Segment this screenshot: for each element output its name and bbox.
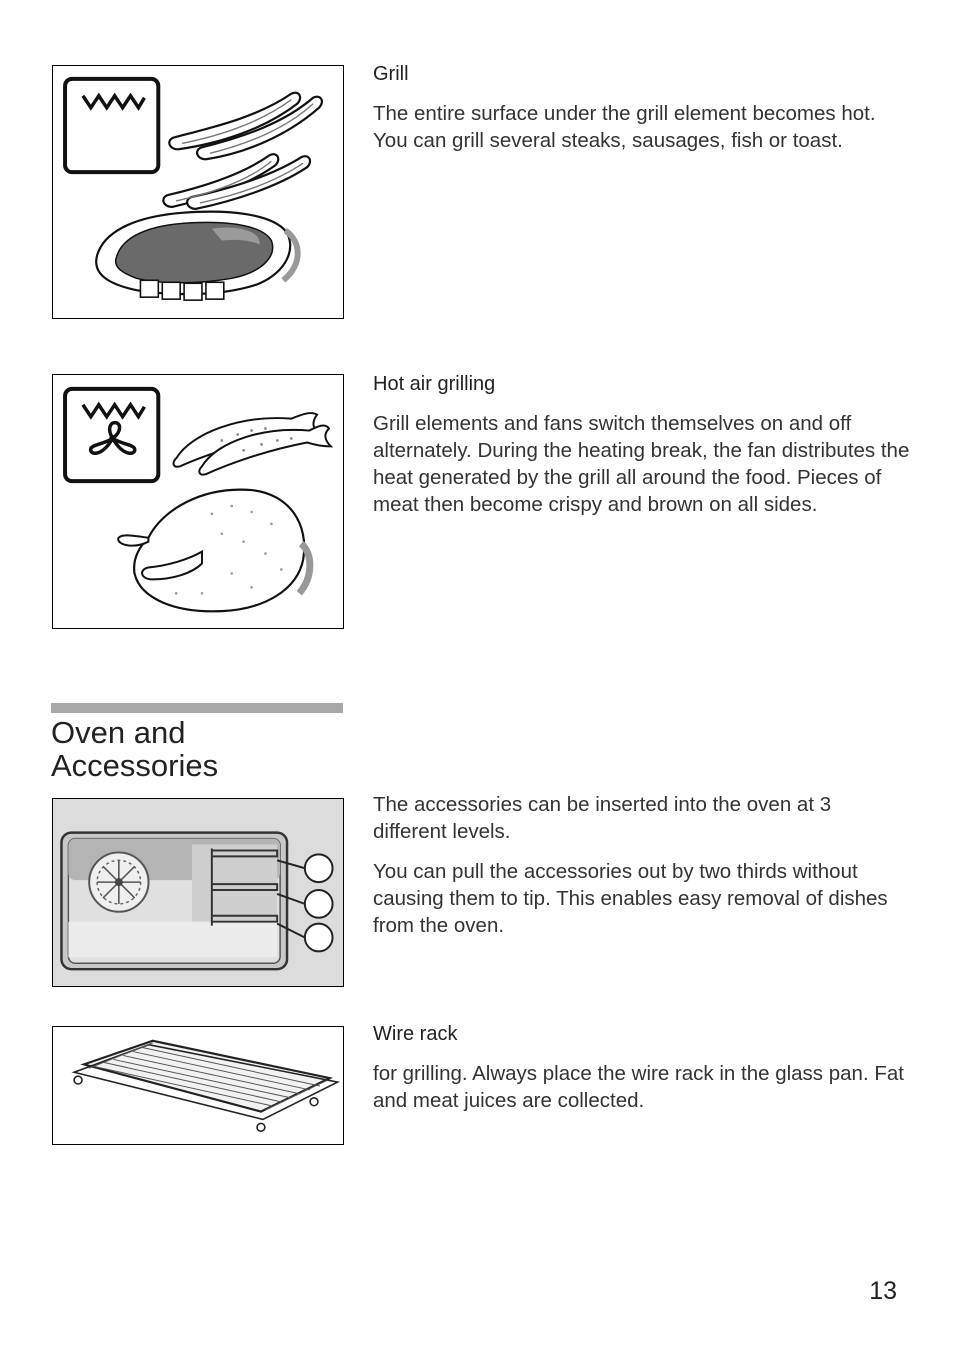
oven-levels-illustration bbox=[53, 799, 343, 986]
grill-heading: Grill bbox=[373, 63, 409, 85]
wire-rack-heading: Wire rack bbox=[373, 1023, 458, 1045]
wire-rack-description: for grilling. Always place the wire rack in the glass pan. Fat and meat juices are collected. bbox=[373, 1062, 904, 1112]
oven-fan-cover bbox=[89, 852, 148, 911]
hot-air-grilling-figure bbox=[52, 374, 344, 629]
grill-symbol-icon bbox=[65, 79, 158, 172]
hot-air-grilling-heading: Hot air grilling bbox=[373, 373, 496, 395]
hot-air-grill-symbol-icon bbox=[65, 389, 158, 481]
fish-chicken-illustration bbox=[53, 375, 343, 628]
grill-figure bbox=[52, 65, 344, 319]
oven-accessories-section bbox=[373, 791, 913, 952]
sausages-steak-illustration bbox=[53, 66, 343, 318]
hot-air-grilling-section bbox=[373, 372, 913, 531]
oven-figure bbox=[52, 798, 344, 987]
wire-rack-figure bbox=[52, 1026, 344, 1145]
page-number: 13 bbox=[869, 1277, 897, 1305]
pullout-text: You can pull the accessories out by two thirds without causing them to tip. This enables easy removal of dishes from the oven. bbox=[373, 860, 888, 937]
wire-rack-section bbox=[373, 1022, 913, 1127]
section-heading-line1: Oven and bbox=[51, 715, 186, 750]
grill-section bbox=[373, 62, 913, 167]
section-heading-line2: Accessories bbox=[51, 748, 219, 783]
hot-air-grilling-description: Grill elements and fans switch themselves on and off alternately. During the heating break, the fan distributes the heat generated by the grill all around the food. Pieces of meat then become crispy and brown on all sides. bbox=[373, 412, 910, 516]
grill-description: The entire surface under the grill element becomes hot. You can grill several steaks, sausages, fish or toast. bbox=[373, 102, 876, 152]
wire-rack-illustration bbox=[53, 1027, 343, 1144]
levels-text: The accessories can be inserted into the oven at 3 different levels. bbox=[373, 793, 832, 843]
section-heading bbox=[51, 716, 351, 782]
section-divider-bar bbox=[51, 703, 343, 713]
